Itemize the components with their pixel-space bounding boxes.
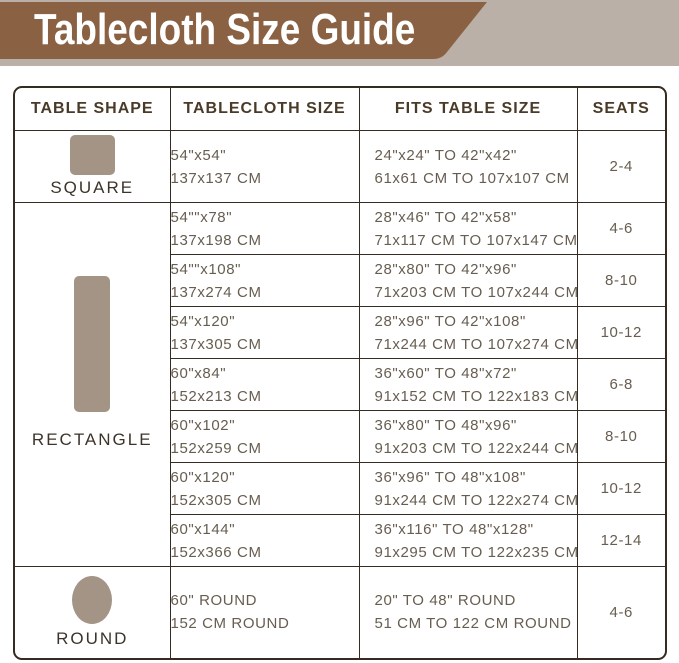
square-shape-group (15, 135, 170, 198)
fits-line-cm: 91x203 CM TO 122x244 CM (374, 439, 579, 457)
fits-line-inches: 36"x80" TO 48"x96" (374, 416, 517, 434)
fits-line-inches: 36"x96" TO 48"x108" (374, 468, 526, 486)
fits-line-inches: 20" TO 48" ROUND (374, 592, 516, 610)
size-guide-table-wrap (13, 86, 667, 660)
fits-line-cm: 91x152 CM TO 122x183 CM (374, 387, 579, 405)
tablecloth-size-cell (170, 203, 359, 255)
size-line-cm: 152 CM ROUND (170, 615, 290, 633)
fits-table-size-cell (359, 255, 577, 307)
shape-label-square: SQUARE (50, 178, 135, 197)
fits-table-size-cell (359, 567, 577, 658)
rectangle-shape-icon (74, 276, 110, 412)
seats-cell: 10-12 (577, 463, 665, 515)
size-line-inches: 60"x102" (170, 416, 236, 434)
fits-line-inches: 24"x24" TO 42"x42" (374, 146, 517, 164)
tablecloth-size-cell (170, 359, 359, 411)
size-line-cm: 137x305 CM (170, 335, 262, 353)
size-line-cm: 152x305 CM (170, 491, 262, 509)
tablecloth-size-cell (170, 567, 359, 658)
fits-line-inches: 36"x60" TO 48"x72" (374, 364, 517, 382)
size-line-inches: 60"x144" (170, 520, 236, 538)
tablecloth-size-cell (170, 515, 359, 567)
size-line-cm: 137x274 CM (170, 283, 262, 301)
size-line-inches: 60"x84" (170, 364, 227, 382)
fits-line-cm: 61x61 CM TO 107x107 CM (374, 169, 570, 187)
shape-label-rectangle: RECTANGLE (31, 429, 153, 449)
fits-line-cm: 71x203 CM TO 107x244 CM (374, 283, 579, 301)
header-band (0, 0, 679, 66)
fits-table-size-cell (359, 131, 577, 203)
tablecloth-size-cell (170, 307, 359, 359)
size-line-cm: 152x259 CM (170, 439, 262, 457)
fits-line-inches: 28"x96" TO 42"x108" (374, 312, 526, 330)
column-header-fits-table-size: FITS TABLE SIZE (359, 88, 577, 131)
column-header-table-shape: TABLE SHAPE (15, 88, 170, 131)
size-line-cm: 137x137 CM (170, 169, 262, 187)
size-line-cm: 137x198 CM (170, 231, 262, 249)
size-line-cm: 152x213 CM (170, 387, 262, 405)
fits-line-inches: 36"x116" TO 48"x128" (374, 520, 534, 538)
seats-cell: 4-6 (609, 603, 633, 621)
size-line-inches: 54""x78" (170, 208, 233, 226)
shape-label-round: ROUND (56, 628, 129, 648)
tablecloth-size-cell (170, 411, 359, 463)
shape-cell-rectangle (15, 203, 170, 567)
seats-cell: 12-14 (577, 515, 665, 567)
page-title: Tablecloth Size Guide (34, 4, 416, 54)
shape-cell-round (15, 567, 170, 658)
size-line-inches: 60"x120" (170, 468, 236, 486)
fits-line-cm: 91x244 CM TO 122x274 CM (374, 491, 579, 509)
shape-cell-square (15, 131, 170, 203)
rectangle-shape-group (15, 276, 170, 450)
fits-line-inches: 28"x80" TO 42"x96" (374, 260, 517, 278)
fits-table-size-cell (359, 307, 577, 359)
fits-line-cm: 91x295 CM TO 122x235 CM (374, 543, 579, 561)
size-line-inches: 54"x54" (170, 146, 227, 164)
size-line-cm: 152x366 CM (170, 543, 262, 561)
fits-line-inches: 28"x46" TO 42"x58" (374, 208, 517, 226)
seats-cell: 8-10 (577, 255, 665, 307)
fits-table-size-cell (359, 515, 577, 567)
fits-line-cm: 51 CM TO 122 CM ROUND (374, 615, 572, 633)
table-header-row (15, 88, 665, 131)
table-row (15, 131, 665, 203)
seats-cell: 2-4 (577, 131, 665, 203)
fits-table-size-cell (359, 359, 577, 411)
round-shape-icon (72, 576, 112, 624)
seats-cell: 4-6 (577, 203, 665, 255)
column-header-seats: SEATS (577, 88, 665, 131)
fits-table-size-cell (359, 463, 577, 515)
tablecloth-size-cell (170, 131, 359, 203)
tablecloth-size-cell (170, 463, 359, 515)
seats-cell: 8-10 (577, 411, 665, 463)
size-line-inches: 54"x120" (170, 312, 236, 330)
seats-cell: 10-12 (577, 307, 665, 359)
size-line-inches: 60" ROUND (170, 592, 258, 610)
column-header-tablecloth-size: TABLECLOTH SIZE (170, 88, 359, 131)
size-line-inches: 54""x108" (170, 260, 242, 278)
fits-table-size-cell (359, 411, 577, 463)
table-row (15, 567, 665, 658)
fits-line-cm: 71x117 CM TO 107x147 CM (374, 231, 578, 249)
round-shape-group (15, 576, 170, 649)
tablecloth-size-cell (170, 255, 359, 307)
square-shape-icon (70, 135, 115, 175)
seats-cell: 6-8 (577, 359, 665, 411)
size-guide-table (15, 88, 665, 658)
fits-line-cm: 71x244 CM TO 107x274 CM (374, 335, 579, 353)
table-row (15, 203, 665, 255)
fits-table-size-cell (359, 203, 577, 255)
